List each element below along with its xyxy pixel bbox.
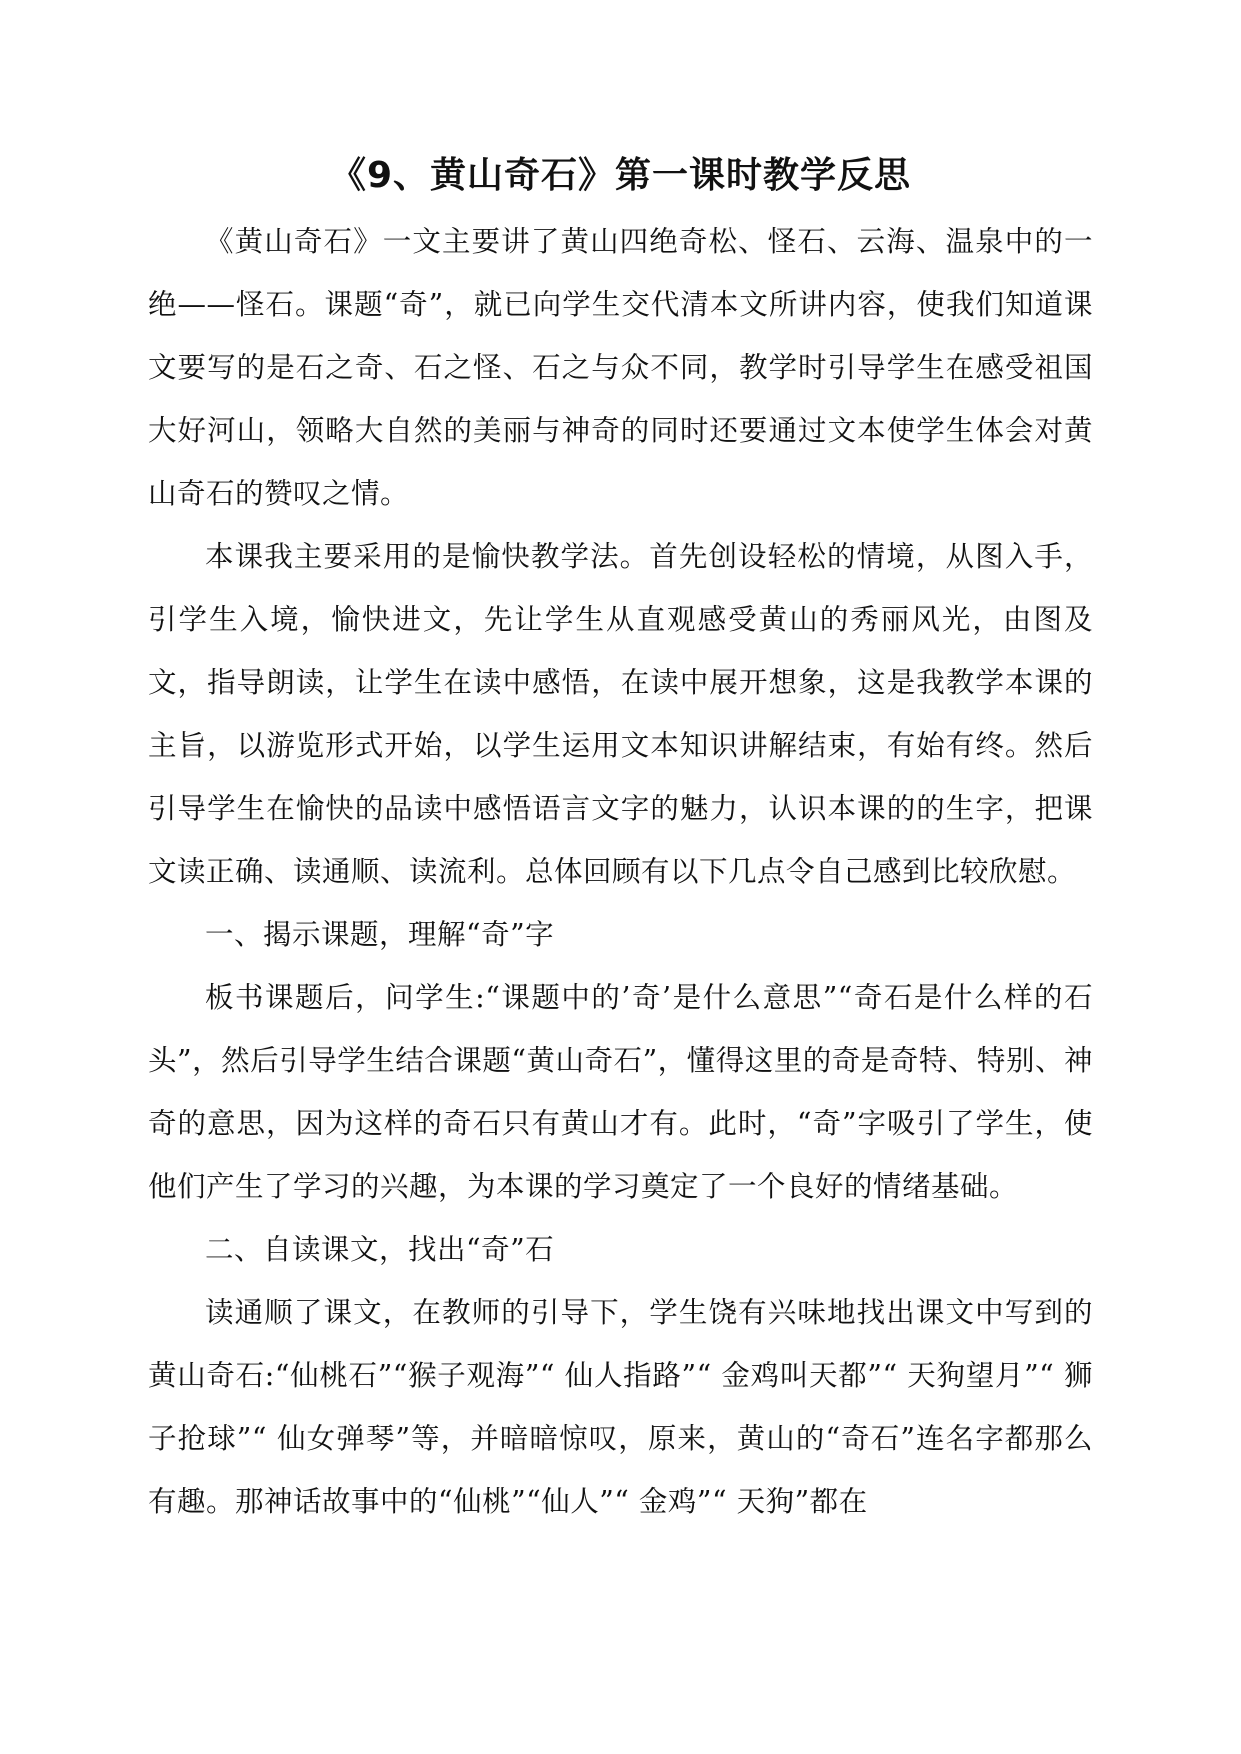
section-body-1: 板书课题后，问学生:“课题中的’奇’是什么意思”“奇石是什么样的石头”，然后引导学生结合课题“黄山奇石”，懂得这里的奇是奇特、特别、神奇的意思，因为这样的奇石只有黄山才有。此时，“奇”字吸引了学生，使他们产生了学习的兴趣，为本课的学习奠定了一个良好的情绪基础。 (148, 981, 1093, 1203)
section-body-2: 读通顺了课文，在教师的引导下，学生饶有兴味地找出课文中写到的黄山奇石:“仙桃石”“猴子观海”“ 仙人指路”“ 金鸡叫天都”“ 天狗望月”“ 狮子抢球”“ 仙女弹琴”等，并暗暗惊叹，原来，黄山的“奇石”连名字都那么有趣。那神话故事中的“仙桃”“仙人”“ 金鸡”“ 天狗”都在 (148, 1296, 1093, 1518)
intro-paragraph: 《黄山奇石》一文主要讲了黄山四绝奇松、怪石、云海、温泉中的一绝——怪石。课题“奇”，就已向学生交代清本文所讲内容，使我们知道课文要写的是石之奇、石之怪、石之与众不同，教学时引导学生在感受祖国大好河山，领略大自然的美丽与神奇的同时还要通过文本使学生体会对黄山奇石的赞叹之情。 (148, 225, 1093, 510)
method-paragraph: 本课我主要采用的是愉快教学法。首先创设轻松的情境，从图入手，引学生入境，愉快进文，先让学生从直观感受黄山的秀丽风光，由图及文，指导朗读，让学生在读中感悟，在读中展开想象，这是我教学本课的主旨，以游览形式开始，以学生运用文本知识讲解结束，有始有终。然后引导学生在愉快的品读中感悟语言文字的魅力，认识本课的的生字，把课文读正确、读通顺、读流利。总体回顾有以下几点令自己感到比较欣慰。 (148, 540, 1093, 888)
section-heading-1: 一、揭示课题，理解“奇”字 (205, 918, 555, 951)
document-page (148, 150, 1093, 1533)
section-heading-2: 二、自读课文，找出“奇”石 (205, 1233, 555, 1266)
document-title: 《9、黄山奇石》第一课时教学反思 (329, 155, 912, 196)
